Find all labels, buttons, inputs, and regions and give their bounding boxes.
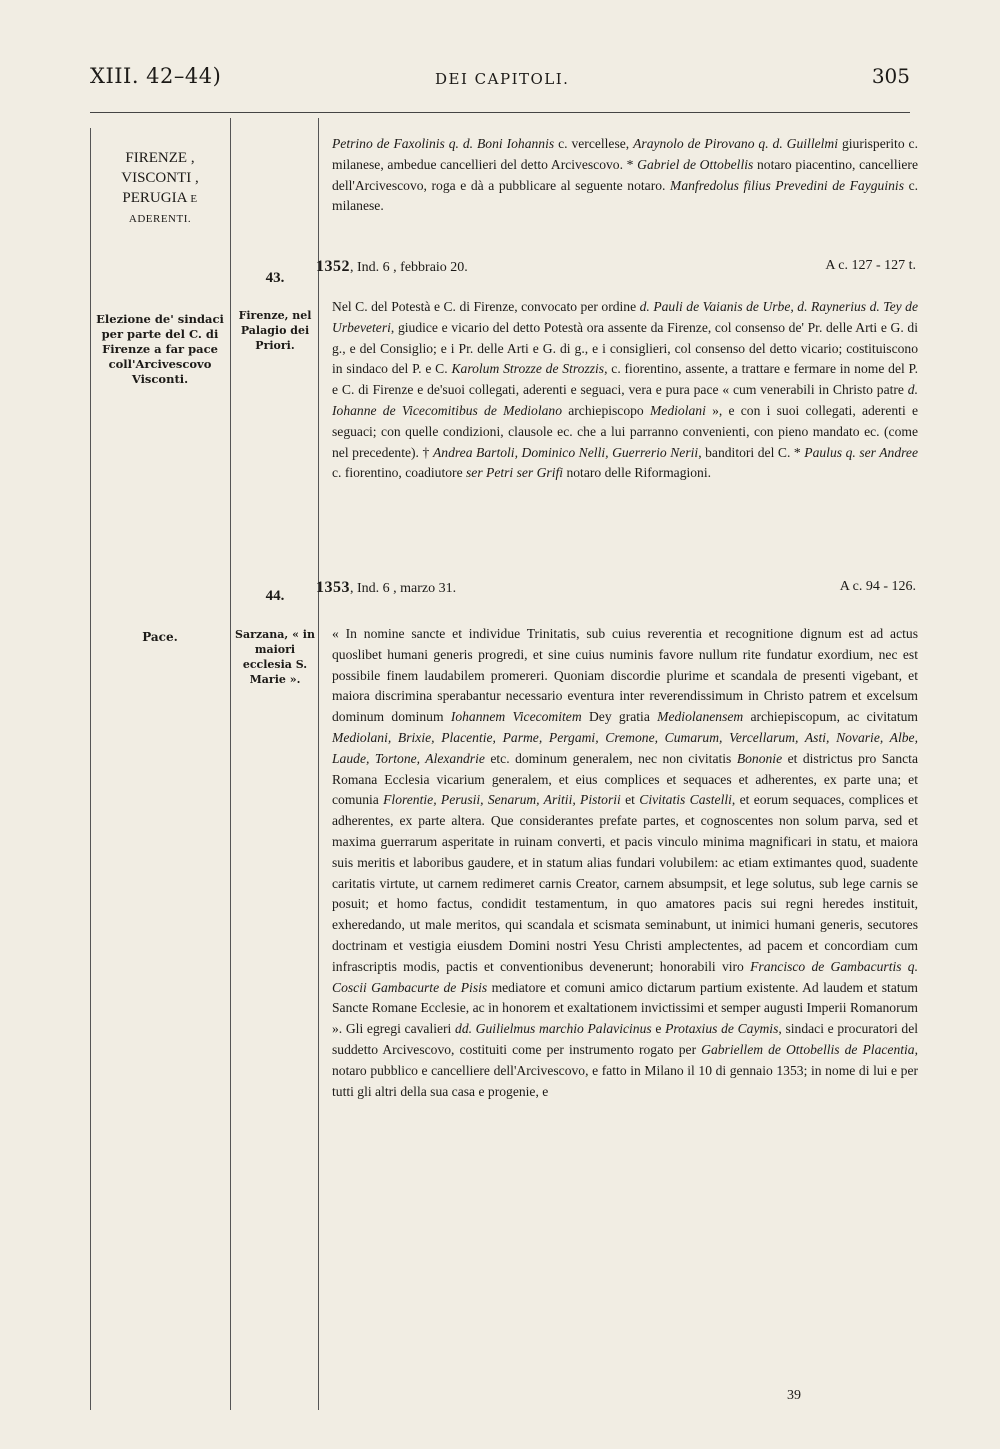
entry-place-44: Sarzana, « in maiori ecclesia S. Marie ». xyxy=(235,628,315,686)
header-section-ref: XIII. 42–44) xyxy=(90,64,222,88)
left-border xyxy=(90,128,91,1410)
italic-run: Civitatis Castelli xyxy=(639,792,732,808)
italic-run: Mediolanensem xyxy=(657,709,744,725)
entry-number-43: 43. xyxy=(265,270,285,286)
italic-run: Florentie, Perusii, Senarum, Aritii, Pistorii xyxy=(383,792,621,808)
entry-ref-44: A c. 94 - 126. xyxy=(839,579,916,594)
italic-run: Iohannem Vicecomitem xyxy=(450,709,582,725)
running-header xyxy=(90,60,910,100)
italic-run: Petrino de Faxolinis q. d. Boni Iohannis xyxy=(332,136,555,151)
paragraph-43: Nel C. del Potestà e C. di Firenze, convocato per ordine d. Pauli de Vaianis de Urbe, d. Raynerius d. Tey de Urbeveteri, giudice e vicario del detto Potestà ora assente da Firenze, col consenso de' Pr. delle Arti e G. di g., e del Consiglio; e i Pr. delle Arti e G. di g., e i consiglieri, col consenso del detto vicario; costituiscono in sindaco del P. e C. Karolum Strozze de Strozzis, c. fiorentino, assente, a trattare e fermare in nome del P. e C. di Firenze e de'suoi collegati, aderenti e seguaci, vera e pura pace « cum venerabili in Christo patre d. Iohanne de Vicecomitibus de Mediolano archiepiscopo Mediolani », e con i suoi collegati, aderenti e seguaci; con quelle condizioni, clausole ec. che a lui parranno convenienti, con pieno mandato ec. (come nel precedente). † Andrea Bartoli, Dominico Nelli, Guerrerio Nerii, banditori del C. * Paulus q. ser Andree c. fiorentino, coadiutore ser Petri ser Grifi notaro delle Riformagioni. xyxy=(332,299,919,481)
italic-run: Francisco de Gambacurtis q. Coscii Gambacurte de Pisis xyxy=(332,958,918,995)
header-page-number: 305 xyxy=(871,64,910,88)
italic-run: Protaxius de Caymis xyxy=(665,1021,779,1037)
italic-run: Araynolo de Pirovano q. d. Guillelmi xyxy=(633,136,839,151)
italic-run: d. Iohanne de Vicecomitibus de Mediolano xyxy=(332,382,918,418)
italic-run: Karolum Strozze de Strozzis xyxy=(451,361,605,377)
sidebar-title xyxy=(92,148,228,229)
top-rule xyxy=(90,112,910,113)
sidebar-title-line: FIRENZE , xyxy=(125,150,195,166)
italic-run: ser Petri ser Grifi xyxy=(466,465,564,481)
sidebar-title-line: ADERENTI. xyxy=(128,213,192,225)
entry-heading-43 xyxy=(316,258,916,280)
italic-run: Mediolani, Brixie, Placentie, Parme, Pergami, Cremone, Cumarum, Vercellarum, Asti, Novarie, Albe, Laude, Tortone, Alexandrie xyxy=(332,729,918,766)
italic-run: d. Pauli de Vaianis de Urbe, d. Raynerius d. Tey de Urbeveteri xyxy=(332,299,918,335)
sidebar-title-line: VISCONTI , xyxy=(121,170,199,186)
sidebar-title-line xyxy=(92,188,228,209)
italic-run: dd. Guilielmus marchio Palavicinus xyxy=(455,1021,652,1037)
italic-run: Manfredolus filius Prevedini de Fayguinis xyxy=(670,177,904,193)
entry-number-44: 44. xyxy=(265,588,285,604)
entry-date-43 xyxy=(316,258,468,276)
entry-date-44 xyxy=(316,579,456,597)
sidebar-title-conj: E xyxy=(190,193,198,205)
entry-date-rest-44: , Ind. 6 , marzo 31. xyxy=(350,581,457,596)
entry-year-44: 1353 xyxy=(316,579,350,596)
paragraph-44: « In nomine sancte et individue Trinitatis, sub cuius reverentia et recognitione dignum est ad actus quoslibet humani generis progredi, et sine cuius numinis favore nullum rite fundatur exordium, nec est possibile finem laudabilem promereri. Quoniam discordie plurime et scandala de presenti vigebant, et maiora discrimina sperabantur necessario eventura inter reverendissimum in Christo patrem et excelsum dominum dominum Iohannem Vicecomitem Dey gratia Mediolanensem archiepiscopum, ac civitatum Mediolani, Brixie, Placentie, Parme, Pergami, Cremone, Cumarum, Vercellarum, Asti, Novarie, Albe, Laude, Tortone, Alexandrie etc. dominum generalem, nec non civitatis Bononie et districtus pro Sancta Romana Ecclesia vicarium generalem, et eius complices et sequaces et adherentes, ex parte una; et comunia Florentie, Perusii, Senarum, Aritii, Pistorii et Civitatis Castelli, et eorum sequaces, complices et adherentes, ex parte altera. Que considerantes prefate partes, et cognoscentes non solum parva, sed et maxima guerrarum asperitate in ruinam converti, et pacis vinculo minima magnificari in statu, et maiora suis meritis et laboribus gaudere, et in statum alias fundari volubilem: ac etiam extimantes quod, suadente caritatis virtute, ut carnem redimeret carnis Creator, carnem absumpsit, et lege solutus, sub lege carnis se posuit; et homo factus, condidit testamentum, in quo amatores pacis sui regni heredes instituit, exheredando, ut male meritos, qui scandala et scismata seminabunt, ut inimici humani generis, secutores doctrinam et vestigia eiusdem Domini nostri Yesu Christi amplectentes, ad pacem et concordiam cum infrascriptis modis, pactis et conventionibus devenerunt; honorabili viro Francisco de Gambacurtis q. Coscii Gambacurte de Pisis mediatore et comuni amico dictarum partium existente. Ad laudem et statum Sancte Romane Ecclesie, ac in honorem et exaltationem invictissimi et semper augusti Imperii Romanorum ». Gli egregi cavalieri dd. Guilielmus marchio Palavicinus e Protaxius de Caymis, sindaci e procuratori del suddetto Arcivescovo, costituiti come per instrumento rogato per Gabriellem de Ottobellis de Placentia, notaro pubblico e cancelliere dell'Arcivescovo, e fatto in Milano il 10 di gennaio 1353; in nome di lui e per tutti gli altri della sua casa e progenie, e xyxy=(332,626,919,1099)
italic-run: Andrea Bartoli, Dominico Nelli, Guerrerio Nerii xyxy=(433,444,699,460)
entry-place-43: Firenze, nel Palagio dei Priori. xyxy=(238,309,312,352)
italic-run: Paulus q. ser Andree xyxy=(804,444,919,460)
header-title: DEI CAPITOLI. xyxy=(435,70,570,88)
sidebar-divider xyxy=(230,118,231,1410)
italic-run: Mediolani xyxy=(649,402,706,418)
sidebar-desc-43: Elezione de' sindaci per parte del C. di Firenze a far pace coll'Arcivescovo Visconti. xyxy=(96,312,224,386)
entry-heading-44 xyxy=(316,579,916,601)
paragraph-continuation: Petrino de Faxolinis q. d. Boni Iohannis c. vercellese, Araynolo de Pirovano q. d. Guillelmi giurisperito c. milanese, ambedue cancellieri del detto Arcivescovo. * Gabriel de Ottobellis notaro piacentino, cancelliere dell'Arcivescovo, roga e dà a pubblicare al seguente notaro. Manfredolus filius Prevedini de Fayguinis c. milanese. xyxy=(332,136,919,214)
sidebar-desc-44: Pace. xyxy=(142,630,178,644)
sidebar-title-word: PERUGIA xyxy=(122,190,187,206)
place-column-divider xyxy=(318,118,319,1410)
italic-run: Gabriel de Ottobellis xyxy=(637,156,754,172)
entry-year-43: 1352 xyxy=(316,258,350,275)
italic-run: Bononie xyxy=(736,750,783,766)
entry-date-rest-43: , Ind. 6 , febbraio 20. xyxy=(350,260,468,275)
italic-run: Gabriellem de Ottobellis de Placentia xyxy=(701,1041,915,1057)
entry-ref-43: A c. 127 - 127 t. xyxy=(825,258,916,273)
signature-number: 39 xyxy=(787,1388,801,1403)
